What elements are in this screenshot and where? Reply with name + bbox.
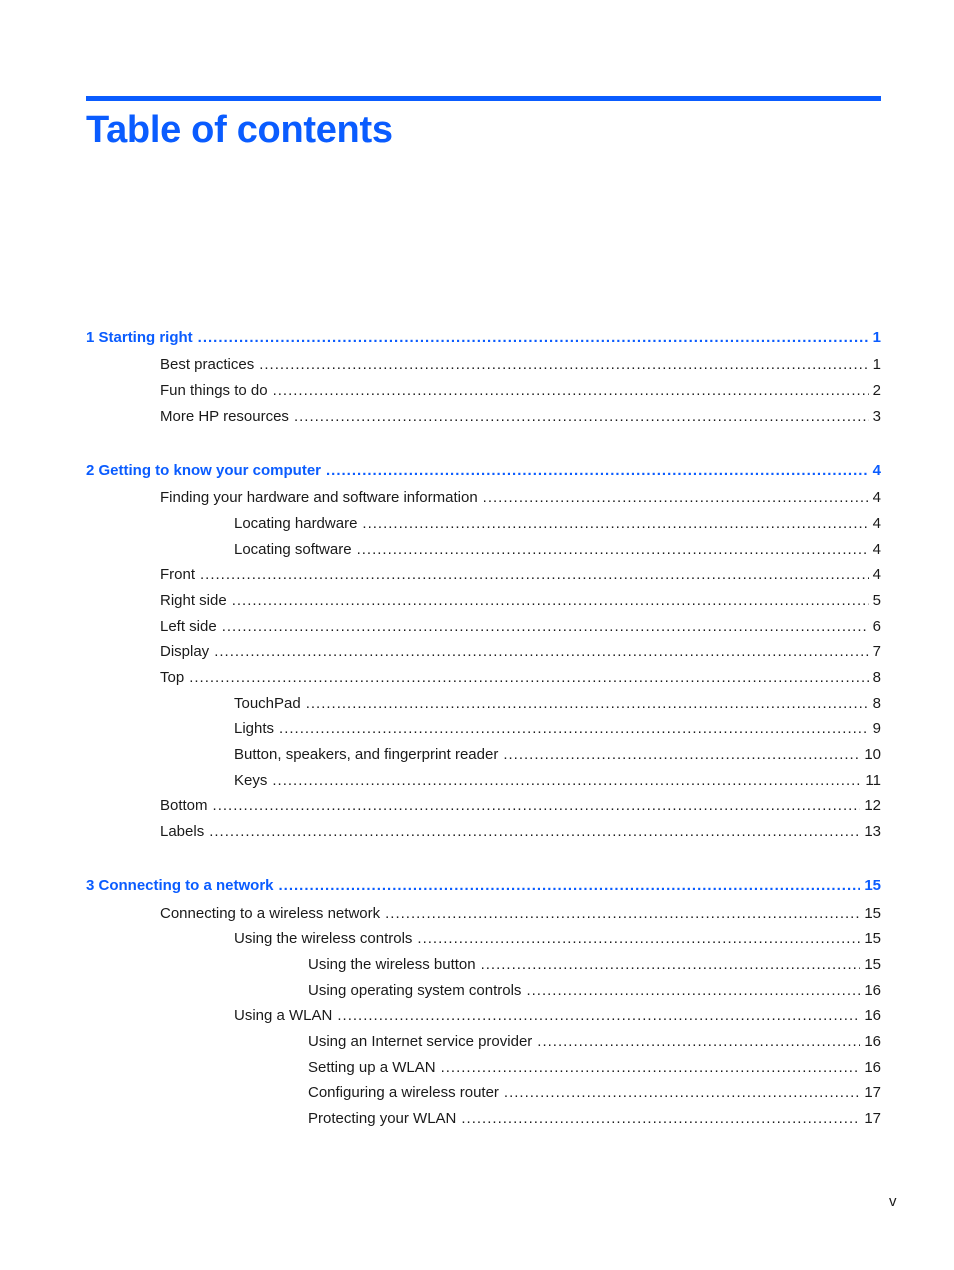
toc-entry-label: Lights xyxy=(234,720,275,737)
toc-entry-label: 3 Connecting to a network xyxy=(86,877,274,894)
toc-entry[interactable] xyxy=(160,591,881,611)
toc-entry-page: 13 xyxy=(864,823,881,840)
toc-dot-leader xyxy=(294,407,869,427)
toc-entry-label: Setting up a WLAN xyxy=(308,1059,436,1076)
toc-entry[interactable] xyxy=(234,694,881,714)
toc-dot-leader xyxy=(417,929,860,949)
toc-entry-page: 4 xyxy=(872,462,881,479)
toc-entry[interactable] xyxy=(234,745,881,765)
toc-entry[interactable] xyxy=(308,955,881,975)
toc-dot-leader xyxy=(189,668,868,688)
toc-dot-leader xyxy=(504,1083,860,1103)
toc-entry[interactable] xyxy=(160,407,881,427)
toc-dot-leader xyxy=(198,328,869,348)
toc-entry[interactable] xyxy=(160,355,881,375)
page-title: Table of contents xyxy=(86,109,393,151)
toc-entry-label: Left side xyxy=(160,618,217,635)
toc-entry-label: Locating hardware xyxy=(234,515,358,532)
toc-entry-page: 4 xyxy=(872,489,881,506)
toc-entry-page: 16 xyxy=(864,982,881,999)
toc-dot-leader xyxy=(337,1006,860,1026)
toc-chapter-entry[interactable] xyxy=(86,876,881,896)
toc-entry-label: Protecting your WLAN xyxy=(308,1110,457,1127)
toc-dot-leader xyxy=(503,745,860,765)
page-number: v xyxy=(889,1193,897,1210)
toc-dot-leader xyxy=(279,876,861,896)
toc-entry-label: Configuring a wireless router xyxy=(308,1084,499,1101)
toc-entry-page: 1 xyxy=(872,329,881,346)
toc-entry-page: 5 xyxy=(872,592,881,609)
toc-entry-label: Keys xyxy=(234,772,268,789)
toc-dot-leader xyxy=(537,1032,860,1052)
toc-entry[interactable] xyxy=(160,565,881,585)
toc-entry[interactable] xyxy=(160,822,881,842)
title-rule xyxy=(86,96,881,101)
toc-entry[interactable] xyxy=(308,1083,881,1103)
toc-entry-page: 17 xyxy=(864,1084,881,1101)
toc-entry[interactable] xyxy=(160,904,881,924)
toc-entry[interactable] xyxy=(160,488,881,508)
toc-entry-page: 8 xyxy=(872,695,881,712)
toc-dot-leader xyxy=(222,617,869,637)
toc-dot-leader xyxy=(461,1109,860,1129)
toc-dot-leader xyxy=(362,514,868,534)
toc-entry[interactable] xyxy=(234,929,881,949)
toc-entry[interactable] xyxy=(308,1032,881,1052)
toc-entry-label: More HP resources xyxy=(160,408,289,425)
toc-entry-page: 15 xyxy=(864,877,881,894)
toc-entry-label: Connecting to a wireless network xyxy=(160,905,381,922)
toc-entry-label: Button, speakers, and fingerprint reader xyxy=(234,746,499,763)
toc-entry-page: 16 xyxy=(864,1059,881,1076)
toc-dot-leader xyxy=(279,719,869,739)
toc-chapter-entry[interactable] xyxy=(86,461,881,481)
toc-entry[interactable] xyxy=(308,981,881,1001)
toc-entry-page: 3 xyxy=(872,408,881,425)
toc-dot-leader xyxy=(385,904,860,924)
toc-entry[interactable] xyxy=(234,514,881,534)
toc-entry-label: Using an Internet service provider xyxy=(308,1033,533,1050)
toc-entry-label: Right side xyxy=(160,592,227,609)
toc-dot-leader xyxy=(306,694,869,714)
toc-entry-label: Display xyxy=(160,643,210,660)
toc-entry-label: Best practices xyxy=(160,356,255,373)
toc-entry-label: Finding your hardware and software information xyxy=(160,489,478,506)
toc-entry-page: 4 xyxy=(872,515,881,532)
toc-dot-leader xyxy=(273,381,869,401)
toc-entry-label: Locating software xyxy=(234,541,352,558)
toc-entry-page: 4 xyxy=(872,566,881,583)
toc-dot-leader xyxy=(526,981,860,1001)
toc-dot-leader xyxy=(259,355,868,375)
toc-entry[interactable] xyxy=(308,1058,881,1078)
toc-entry-label: Using operating system controls xyxy=(308,982,522,999)
toc-dot-leader xyxy=(232,591,869,611)
toc-dot-leader xyxy=(357,540,869,560)
toc-chapter-entry[interactable] xyxy=(86,328,881,348)
toc-entry-page: 17 xyxy=(864,1110,881,1127)
toc-entry-label: Top xyxy=(160,669,185,686)
toc-dot-leader xyxy=(483,488,869,508)
toc-entry[interactable] xyxy=(160,796,881,816)
toc-entry-label: Bottom xyxy=(160,797,208,814)
toc-entry[interactable] xyxy=(160,381,881,401)
toc-entry[interactable] xyxy=(160,642,881,662)
toc-dot-leader xyxy=(200,565,869,585)
toc-entry-label: Labels xyxy=(160,823,205,840)
toc-entry[interactable] xyxy=(160,668,881,688)
toc-entry[interactable] xyxy=(234,771,881,791)
toc-entry[interactable] xyxy=(234,1006,881,1026)
toc-entry[interactable] xyxy=(234,719,881,739)
toc-entry-page: 10 xyxy=(864,746,881,763)
toc-entry-page: 8 xyxy=(872,669,881,686)
toc-dot-leader xyxy=(326,461,869,481)
toc-entry-label: 2 Getting to know your computer xyxy=(86,462,322,479)
toc-dot-leader xyxy=(481,955,861,975)
toc-entry-page: 1 xyxy=(872,356,881,373)
toc-entry-page: 12 xyxy=(864,797,881,814)
toc-entry[interactable] xyxy=(160,617,881,637)
toc-entry-page: 6 xyxy=(872,618,881,635)
toc-entry-page: 16 xyxy=(864,1007,881,1024)
toc-entry-label: TouchPad xyxy=(234,695,301,712)
toc-entry-label: Fun things to do xyxy=(160,382,268,399)
toc-entry-page: 9 xyxy=(872,720,881,737)
toc-entry-page: 16 xyxy=(864,1033,881,1050)
toc-dot-leader xyxy=(441,1058,861,1078)
toc-entry[interactable] xyxy=(234,540,881,560)
toc-entry-page: 11 xyxy=(865,772,881,789)
toc-entry-page: 15 xyxy=(864,930,881,947)
toc-entry-label: Using the wireless button xyxy=(308,956,476,973)
toc-entry-page: 4 xyxy=(872,541,881,558)
toc-entry-label: 1 Starting right xyxy=(86,329,193,346)
toc-entry-label: Using the wireless controls xyxy=(234,930,413,947)
toc-entry-label: Front xyxy=(160,566,196,583)
toc-dot-leader xyxy=(209,822,860,842)
toc-entry-page: 15 xyxy=(864,905,881,922)
toc-dot-leader xyxy=(214,642,868,662)
toc-entry-label: Using a WLAN xyxy=(234,1007,333,1024)
toc-entry[interactable] xyxy=(308,1109,881,1129)
toc-entry-page: 2 xyxy=(872,382,881,399)
toc-entry-page: 15 xyxy=(864,956,881,973)
toc-entry-page: 7 xyxy=(872,643,881,660)
toc-dot-leader xyxy=(272,771,861,791)
toc-dot-leader xyxy=(213,796,861,816)
